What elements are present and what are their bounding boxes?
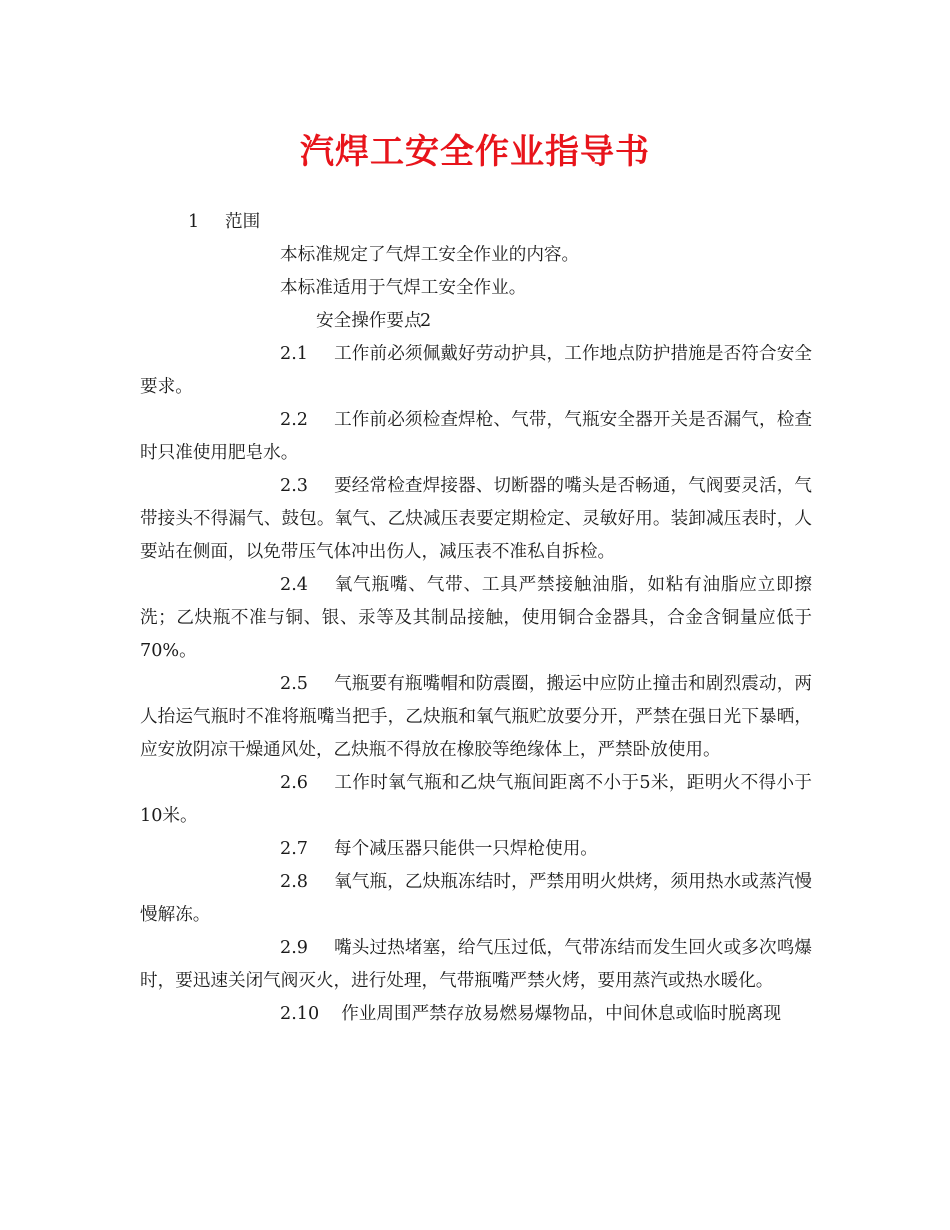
section-title: 安全操作要点 xyxy=(316,311,422,331)
item-text: 工作时氧气瓶和乙炔气瓶间距离不小于5米，距明火不得小于10米。 xyxy=(140,773,812,826)
item-number: 2.4 xyxy=(280,575,308,595)
document-title: 汽焊工安全作业指导书 xyxy=(300,132,650,172)
item-text: 气瓶要有瓶嘴帽和防震圈，搬运中应防止撞击和剧烈震动，两人抬运气瓶时不准将瓶嘴当把手，乙炔瓶和氧气瓶贮放要分开，严禁在强日光下暴晒，应安放阴凉干燥通风处，乙炔瓶不得放在橡胶等绝缘体上，严禁卧放使用。 xyxy=(140,674,812,760)
section-number: 1 xyxy=(188,212,200,232)
item-number: 2.10 xyxy=(280,1004,320,1024)
list-item xyxy=(140,998,812,1031)
item-text: 作业周围严禁存放易燃易爆物品，中间休息或临时脱离现 xyxy=(341,1004,782,1024)
list-item xyxy=(140,668,812,767)
item-text: 工作前必须佩戴好劳动护具，工作地点防护措施是否符合安全要求。 xyxy=(140,344,812,397)
item-text: 嘴头过热堵塞，给气压过低，气带冻结而发生回火或多次鸣爆时，要迅速关闭气阀灭火，进行处理，气带瓶嘴严禁火烤，要用蒸汽或热水暖化。 xyxy=(140,938,812,991)
list-item xyxy=(140,833,812,866)
paragraph: 本标准规定了气焊工安全作业的内容。 xyxy=(280,245,580,265)
item-number: 2.7 xyxy=(280,839,308,859)
item-number: 2.2 xyxy=(280,410,308,430)
item-number: 2.3 xyxy=(280,476,308,496)
list-item xyxy=(140,338,812,404)
item-number: 2.1 xyxy=(280,344,308,364)
item-number: 2.8 xyxy=(280,872,308,892)
list-item xyxy=(140,866,812,932)
item-text: 每个减压器只能供一只焊枪使用。 xyxy=(333,839,598,859)
item-number: 2.5 xyxy=(280,674,308,694)
section-heading xyxy=(140,305,812,338)
list-item xyxy=(140,404,812,470)
item-number: 2.6 xyxy=(280,773,308,793)
list-item xyxy=(140,932,812,998)
item-text: 工作前必须检查焊枪、气带，气瓶安全器开关是否漏气，检查时只准使用肥皂水。 xyxy=(140,410,812,463)
section-title: 范围 xyxy=(225,212,261,232)
section-number: 2 xyxy=(420,311,432,331)
list-item xyxy=(140,767,812,833)
list-item xyxy=(140,569,812,668)
paragraph: 本标准适用于气焊工安全作业。 xyxy=(280,278,527,298)
section-heading xyxy=(140,206,812,239)
list-item xyxy=(140,470,812,569)
item-text: 氧气瓶，乙炔瓶冻结时，严禁用明火烘烤，须用热水或蒸汽慢慢解冻。 xyxy=(140,872,812,925)
item-text: 氧气瓶嘴、气带、工具严禁接触油脂，如粘有油脂应立即擦洗；乙炔瓶不准与铜、银、汞等及其制品接触，使用铜合金器具，合金含铜量应低于70%。 xyxy=(140,575,812,661)
document-body xyxy=(140,206,812,1031)
item-text: 要经常检查焊接器、切断器的嘴头是否畅通，气阀要灵活，气带接头不得漏气、鼓包。氧气、乙炔减压表要定期检定、灵敏好用。装卸减压表时，人要站在侧面，以免带压气体冲出伤人，减压表不准私自拆检。 xyxy=(140,476,812,562)
item-number: 2.9 xyxy=(280,938,308,958)
